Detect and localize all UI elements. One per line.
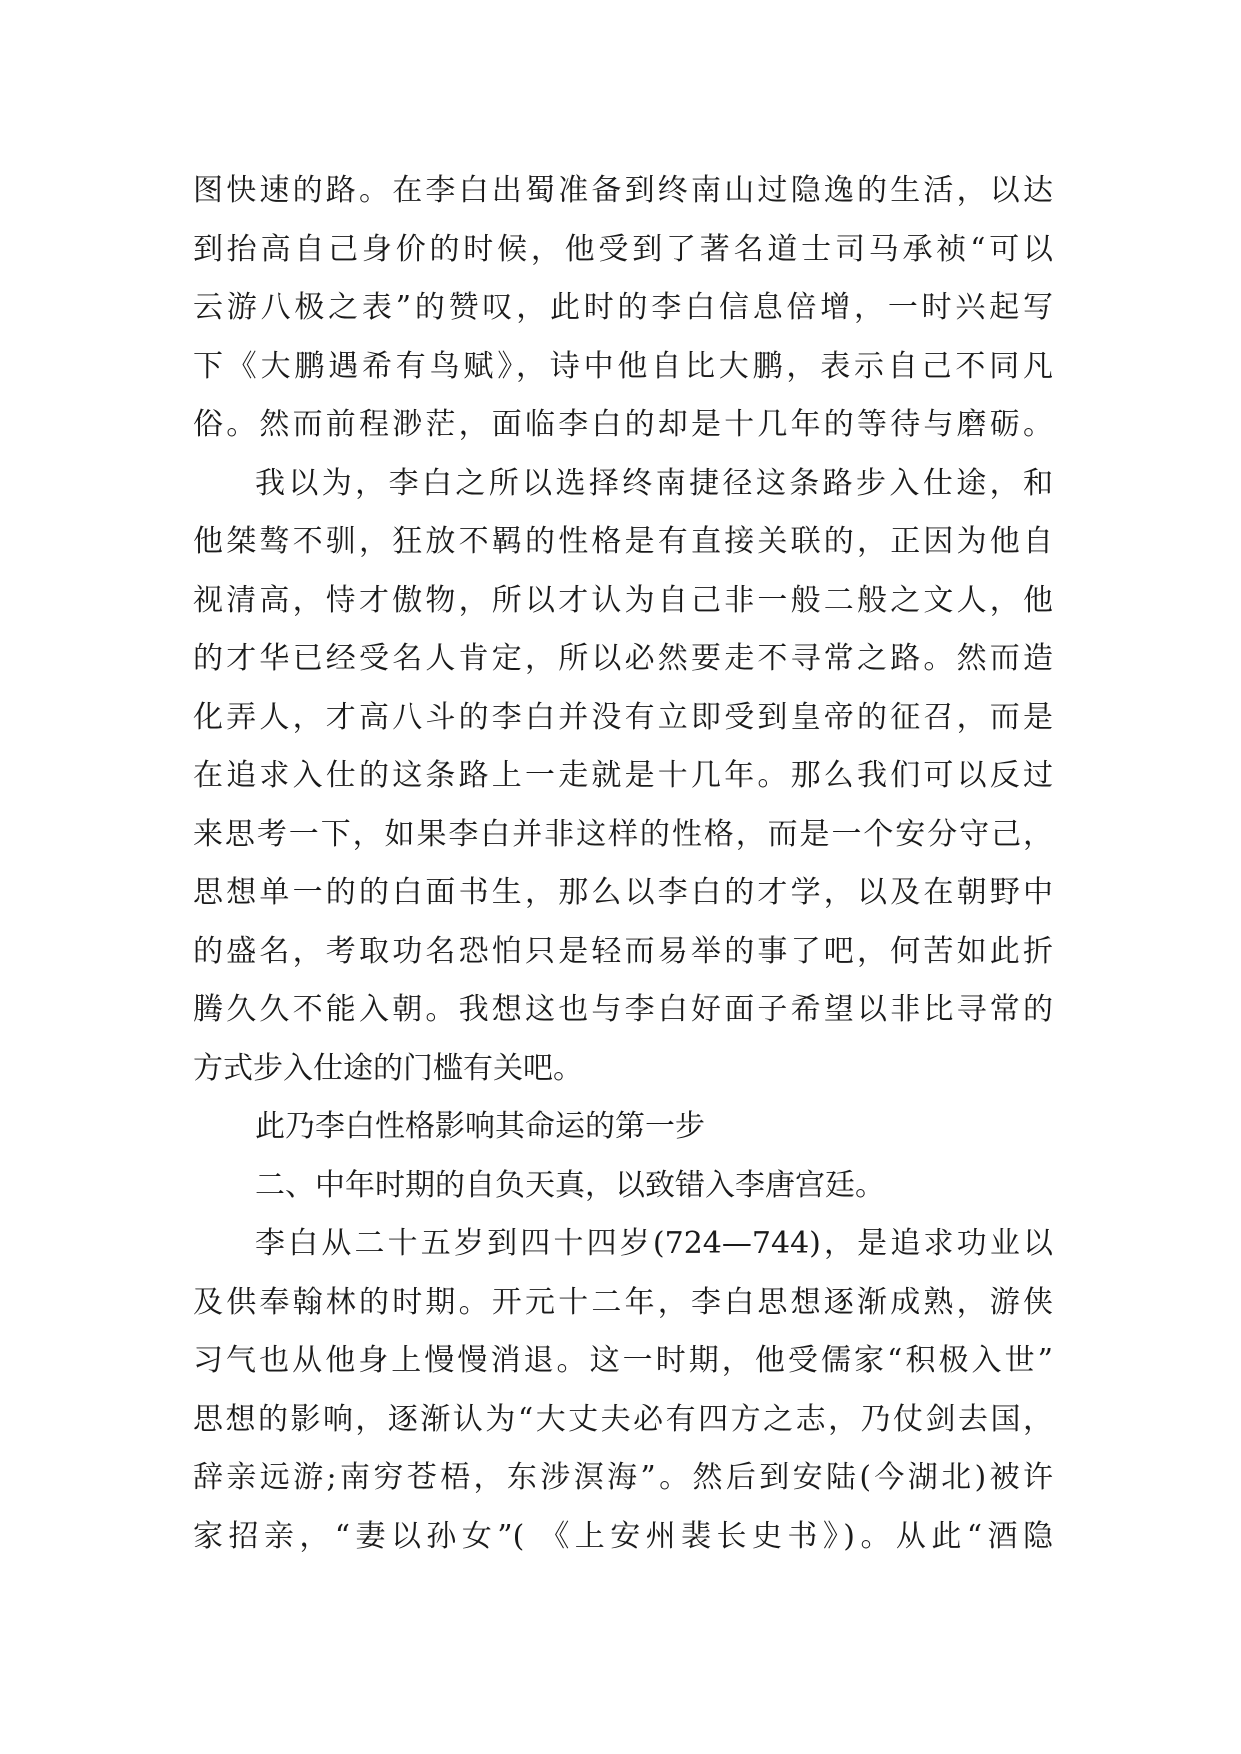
- text-line: 在追求入仕的这条路上一走就是十几年。那么我们可以反过: [193, 758, 1053, 793]
- text-line: 云游八极之表”的赞叹，此时的李白信息倍增，一时兴起写: [193, 290, 1053, 325]
- body-text: [193, 162, 1053, 1566]
- text-line: 家招亲，“妻以孙女”( 《上安州裴长史书》)。从此“酒隐: [193, 1518, 1053, 1554]
- text-line: 图快速的路。在李白出蜀准备到终南山过隐逸的生活，以达: [193, 173, 1053, 208]
- text-line: 下《大鹏遇希有鸟赋》，诗中他自比大鹏，表示自己不同凡: [193, 348, 1053, 384]
- text-line: 他桀骜不驯，狂放不羁的性格是有直接关联的，正因为他自: [193, 524, 1053, 559]
- text-line: 的才华已经受名人肯定，所以必然要走不寻常之路。然而造: [193, 641, 1053, 676]
- text-line: 到抬高自己身价的时候，他受到了著名道士司马承祯“可以: [193, 231, 1053, 267]
- text-line: 习气也从他身上慢慢消退。这一时期，他受儒家“积极入世”: [193, 1343, 1053, 1378]
- section-heading: 二、中年时期的自负天真，以致错入李唐宫廷。: [255, 1167, 885, 1203]
- text-line: 辞亲远游;南穷苍梧，东涉溟海”。然后到安陆(今湖北)被许: [193, 1460, 1053, 1495]
- text-line: 视清高，恃才傲物，所以才认为自己非一般二般之文人，他: [193, 582, 1053, 618]
- paragraph-start-line: 我以为，李白之所以选择终南捷径这条路步入仕途，和: [255, 465, 1053, 501]
- text-line: 俗。然而前程渺茫，面临李白的却是十几年的等待与磨砺。: [193, 407, 1053, 442]
- summary-line: 此乃李白性格影响其命运的第一步: [255, 1109, 705, 1144]
- text-line: 的盛名，考取功名恐怕只是轻而易举的事了吧，何苦如此折: [193, 933, 1053, 969]
- text-line: 思想的影响，逐渐认为“大丈夫必有四方之志，乃仗剑去国，: [193, 1401, 1053, 1437]
- text-line: 化弄人，才高八斗的李白并没有立即受到皇帝的征召，而是: [193, 699, 1053, 735]
- text-line: 及供奉翰林的时期。开元十二年，李白思想逐渐成熟，游侠: [193, 1284, 1053, 1320]
- paragraph-start-line: 李白从二十五岁到四十四岁(724—744)，是追求功业以: [255, 1226, 1053, 1261]
- text-line: 腾久久不能入朝。我想这也与李白好面子希望以非比寻常的: [193, 992, 1053, 1027]
- text-line: 来思考一下，如果李白并非这样的性格，而是一个安分守己，: [193, 816, 1053, 852]
- text-line: 思想单一的的白面书生，那么以李白的才学，以及在朝野中: [193, 875, 1053, 910]
- paragraph-end-line: 方式步入仕途的门槛有关吧。: [193, 1050, 583, 1086]
